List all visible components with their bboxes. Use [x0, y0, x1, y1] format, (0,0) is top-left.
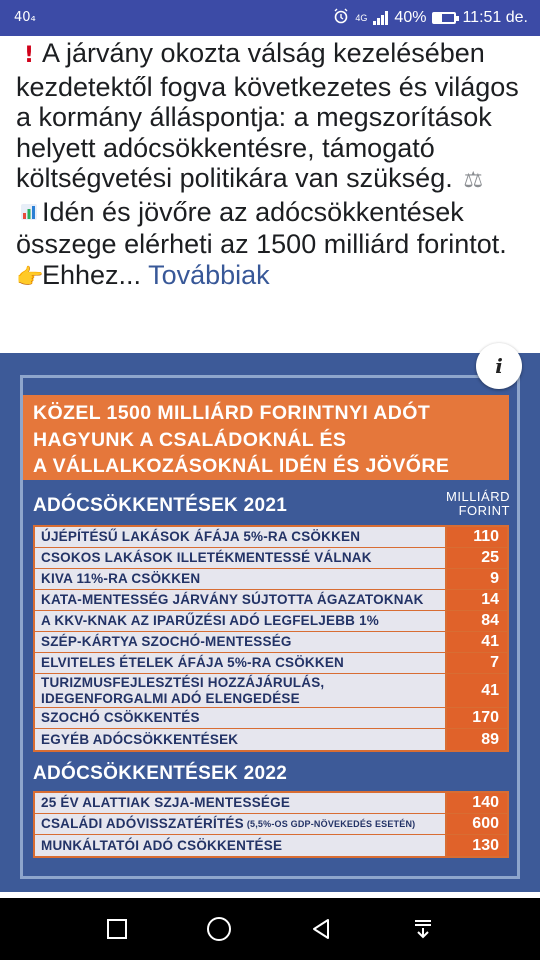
table-2022: [33, 791, 509, 858]
row-value: 110: [447, 527, 507, 547]
row-label-text: SZOCHÓ CSÖKKENTÉS: [41, 710, 200, 725]
row-label: [35, 611, 447, 631]
table-row: [35, 548, 507, 569]
section-title-2022: ADÓCSÖKKENTÉSEK 2022: [33, 763, 288, 784]
home-circle-icon[interactable]: [204, 914, 234, 944]
row-label: [35, 729, 447, 750]
row-label: [35, 814, 447, 834]
post-body: [16, 38, 531, 293]
post-text-2: Idén és jövőre az adócsökkentések összege elérheti az 1500 milliárd forintot.: [16, 196, 507, 259]
alarm-icon: [333, 8, 349, 27]
row-label: [35, 653, 447, 673]
row-value: 25: [447, 548, 507, 568]
pointing-hand-icon: 👉: [16, 264, 44, 290]
row-label-text: ÚJÉPÍTÉSŰ LAKÁSOK ÁFÁJA 5%-RA CSÖKKEN: [41, 529, 361, 544]
post-text-3: Ehhez...: [42, 259, 142, 290]
notification-pull-down-icon[interactable]: [408, 914, 438, 944]
unit-line-2: FORINT: [458, 503, 510, 518]
table-row: [35, 632, 507, 653]
balance-scale-icon: ⚖: [463, 168, 484, 193]
row-value: 89: [447, 729, 507, 750]
table-row: [35, 835, 507, 856]
row-value: 600: [447, 814, 507, 834]
post-text-1: A járvány okozta válság kezelésében kezdetektől fogva következetes és világos a kormány álláspontja: a megszorítások helyett adócsökkentésre, támogató költségvetési politikára van szükség.: [16, 38, 519, 193]
row-label-text: MUNKÁLTATÓI ADÓ CSÖKKENTÉSE: [41, 837, 283, 853]
table-row: [35, 793, 507, 814]
recents-square-icon[interactable]: [102, 914, 132, 944]
network-type-label: 4G: [355, 12, 368, 23]
table-2021: [33, 525, 509, 752]
battery-percent: 40%: [394, 8, 427, 26]
section-title-2021: ADÓCSÖKKENTÉSEK 2021: [33, 495, 288, 516]
row-value: 41: [447, 674, 507, 707]
info-icon[interactable]: i: [476, 343, 522, 389]
table-row: [35, 708, 507, 729]
table-row: [35, 729, 507, 750]
row-label-text: ELVITELES ÉTELEK ÁFÁJA 5%-RA CSÖKKEN: [41, 655, 344, 670]
banner-line-3: A VÁLLALKOZÁSOKNÁL IDÉN ÉS JÖVŐRE: [33, 455, 450, 477]
battery-level-fill: [434, 14, 442, 22]
row-label-text: EGYÉB ADÓCSÖKKENTÉSEK: [41, 731, 239, 747]
row-label: [35, 708, 447, 728]
post-paragraph-3: [16, 260, 531, 294]
row-value: 140: [447, 793, 507, 813]
row-label-text: TURIZMUSFEJLESZTÉSI HOZZÁJÁRULÁS, IDEGENFORGALMI ADÓ ELENGEDÉSE: [41, 674, 325, 706]
row-label-text: KIVA 11%-RA CSÖKKEN: [41, 571, 201, 586]
row-label: [35, 527, 447, 547]
post-paragraph-2: [16, 197, 531, 260]
banner-line-1: KÖZEL 1500 MILLIÁRD FORINTNYI ADÓT: [33, 402, 431, 424]
row-label: [35, 793, 447, 813]
table-row: [35, 814, 507, 835]
row-label: [35, 590, 447, 610]
row-value: 170: [447, 708, 507, 728]
signal-strength-icon: [373, 11, 388, 25]
table-row: [35, 611, 507, 632]
unit-line-1: MILLIÁRD: [446, 489, 510, 504]
row-value: 7: [447, 653, 507, 673]
table-row: [35, 653, 507, 674]
row-label-text: A KKV-KNAK AZ IPARŰZÉSI ADÓ LEGFELJEBB 1%: [41, 613, 379, 628]
row-label: [35, 632, 447, 652]
row-label: [35, 569, 447, 589]
battery-icon: [432, 12, 456, 24]
banner-line-2: HAGYUNK A CSALÁDOKNÁL ÉS: [33, 428, 347, 451]
carrier-label: 40₄: [14, 10, 36, 25]
infographic-banner: [23, 395, 509, 480]
row-label-text: 25 ÉV ALATTIAK SZJA-MENTESSÉGE: [41, 795, 291, 810]
row-value: 84: [447, 611, 507, 631]
row-label-text: CSOKOS LAKÁSOK ILLETÉKMENTESSÉ VÁLNAK: [41, 550, 372, 565]
red-exclamation-icon: !: [23, 43, 35, 68]
clock: 11:51 de.: [462, 8, 528, 26]
post-paragraph-1: [16, 38, 531, 197]
row-value: 130: [447, 835, 507, 856]
table-row: [35, 674, 507, 708]
back-triangle-icon[interactable]: [306, 914, 336, 944]
see-more-link[interactable]: Továbbiak: [148, 259, 270, 290]
row-label: [35, 674, 447, 707]
row-label-text: SZÉP-KÁRTYA SZOCHÓ-MENTESSÉG: [41, 634, 292, 649]
row-label-note: (5,5%-OS GDP-NÖVEKEDÉS ESETÉN): [246, 819, 416, 829]
navigation-bar: [0, 898, 540, 960]
row-label-text: KATA-MENTESSÉG JÁRVÁNY SÚJTOTTA ÁGAZATOKNAK: [41, 592, 424, 607]
row-value: 9: [447, 569, 507, 589]
row-label: [35, 835, 447, 856]
unit-label: [430, 490, 510, 518]
table-row: [35, 569, 507, 590]
table-row: [35, 527, 507, 548]
bar-chart-icon: [16, 199, 42, 230]
row-label: [35, 548, 447, 568]
table-row: [35, 590, 507, 611]
status-bar: [0, 0, 540, 36]
row-label-text: CSALÁDI ADÓVISSZATÉRÍTÉS: [41, 816, 244, 831]
row-value: 14: [447, 590, 507, 610]
row-value: 41: [447, 632, 507, 652]
